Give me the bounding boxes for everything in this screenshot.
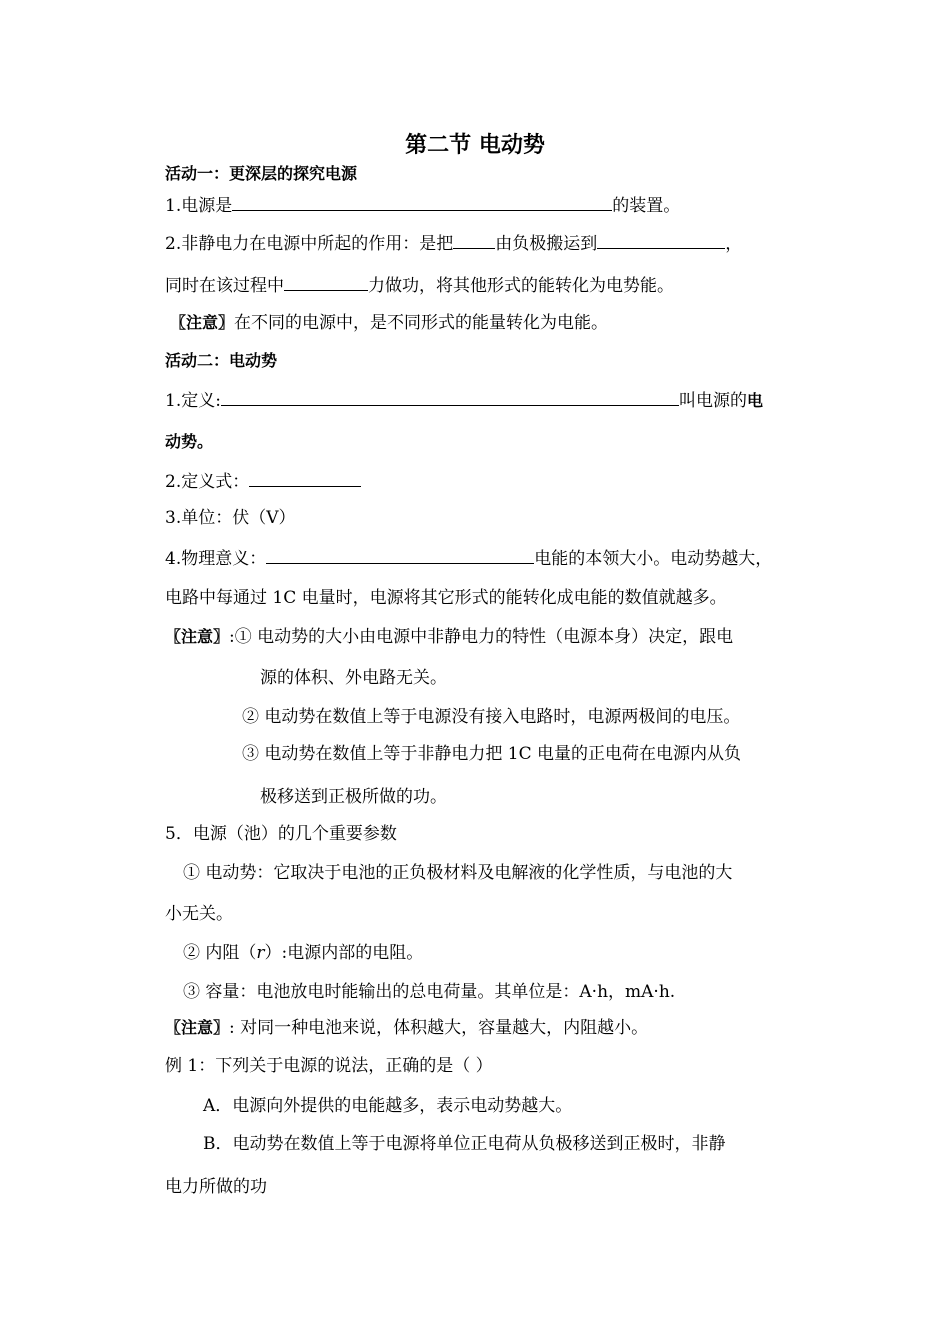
activity-two-heading: 活动二：电动势 [165, 351, 278, 370]
item-2-continued [165, 272, 674, 298]
item-2-cont-prefix: 同时在该过程中 [165, 276, 284, 296]
fill-blank[interactable] [284, 272, 368, 291]
fill-blank[interactable] [597, 230, 725, 249]
section-five-heading: 5．电源（池）的几个重要参数 [165, 824, 397, 844]
param-resistance-line [183, 941, 423, 965]
note-tag: 〖注意〗 [165, 1018, 230, 1037]
fill-blank[interactable] [266, 545, 534, 564]
note-text: 在不同的电源中，是不同形式的能量转化为电能。 [234, 313, 609, 333]
item-2-cont-suffix: 力做功，将其他形式的能转化为电势能。 [368, 276, 674, 296]
definition-line [165, 387, 763, 413]
note-text: :① 电动势的大小由电源中非静电力的特性（电源本身）决定，跟电 [229, 627, 734, 647]
meaning-suffix: 电能的本领大小。电动势越大， [534, 549, 773, 569]
meaning-prefix: 4.物理意义： [165, 549, 267, 569]
activity-one-heading: 活动一：更深层的探究电源 [165, 164, 358, 183]
fill-blank[interactable] [221, 387, 679, 406]
item-1-line [165, 192, 680, 218]
definition-bold: 电 [746, 391, 763, 410]
note-three [165, 1016, 648, 1040]
item-1-prefix: 1.电源是 [165, 196, 233, 216]
param-emf-line-2: 小无关。 [165, 904, 233, 924]
note-one [170, 311, 608, 335]
unit-line: 3.单位：伏（V） [165, 508, 296, 528]
item-2-middle: 由负极搬运到 [495, 234, 598, 254]
note-two-line-1 [165, 625, 733, 649]
note-two-line-2: 源的体积、外电路无关。 [260, 668, 447, 688]
resistance-suffix: ）:电源内部的电阻。 [264, 943, 424, 963]
item-2-prefix: 2.非静电力在电源中所起的作用：是把 [165, 234, 454, 254]
note-text: : 对同一种电池来说，体积越大，容量越大，内阻越小。 [229, 1018, 649, 1038]
definition-continued: 动势。 [165, 432, 214, 451]
formula-line [165, 468, 361, 494]
fill-blank[interactable] [249, 468, 361, 487]
fill-blank[interactable] [453, 230, 495, 249]
param-emf-line-1: ① 电动势：它取决于电池的正负极材料及电解液的化学性质，与电池的大 [183, 863, 733, 883]
note-two-line-3: ② 电动势在数值上等于电源没有接入电路时，电源两极间的电压。 [242, 707, 741, 727]
note-two-line-4: ③ 电动势在数值上等于非静电力把 1C 电量的正电荷在电源内从负 [242, 744, 742, 764]
param-capacity-line: ③ 容量：电池放电时能输出的总电荷量。其单位是：A·h，mA·h. [183, 982, 676, 1002]
example-one-question: 例 1：下列关于电源的说法，正确的是（ ） [165, 1056, 493, 1076]
item-1-suffix: 的装置。 [612, 196, 681, 216]
meaning-line [165, 545, 772, 571]
option-a: A．电源向外提供的电能越多，表示电动势越大。 [203, 1096, 573, 1116]
resistance-prefix: ② 内阻（ [183, 943, 257, 963]
item-2-line [165, 230, 742, 256]
item-2-suffix: ， [725, 234, 743, 254]
meaning-continued: 电路中每通过 1C 电量时，电源将其它形式的能转化成电能的数值就越多。 [165, 588, 727, 608]
fill-blank[interactable] [232, 192, 612, 211]
note-tag: 〖注意〗 [165, 627, 230, 646]
option-b-line-2: 电力所做的功 [165, 1177, 267, 1197]
option-b-line-1: B．电动势在数值上等于电源将单位正电荷从负极移送到正极时，非静 [203, 1134, 726, 1154]
note-two-line-5: 极移送到正极所做的功。 [260, 787, 447, 807]
resistance-symbol: r [256, 943, 265, 963]
note-tag: 〖注意〗 [170, 313, 235, 332]
definition-prefix: 1.定义: [165, 391, 221, 411]
page-title: 第二节 电动势 [405, 133, 545, 158]
formula-label: 2.定义式： [165, 472, 250, 492]
definition-suffix: 叫电源的 [678, 391, 747, 411]
